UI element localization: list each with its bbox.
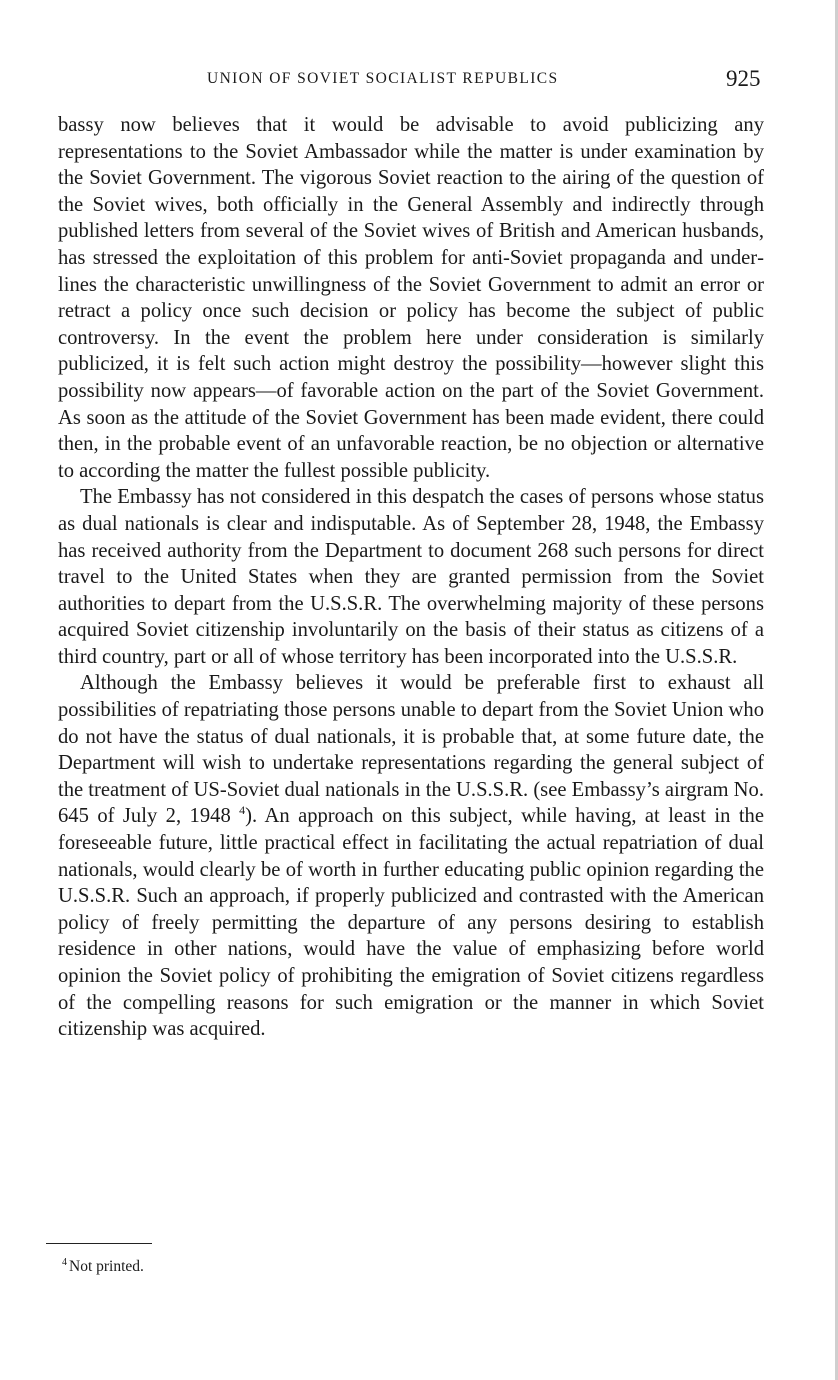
- footnote: [62, 1258, 144, 1276]
- footnote-reference: 4: [239, 803, 246, 818]
- footnote-divider: [46, 1243, 152, 1244]
- footnote-text: Not printed.: [69, 1258, 144, 1275]
- running-head: [0, 66, 838, 96]
- body-text: [58, 112, 764, 1043]
- paragraph-3-text-end: ). An approach on this subject, while having, at least in the foreseeable future, little practical effect in facilitating the actual repatriation of dual nationals, would clearly be of worth in further educating public opinion regarding the U.S.S.R. Such an approach, if properly publicized and contrasted with the American policy of freely permitting the departure of any persons desiring to establish residence in other nations, would have the value of emphasizing before world opinion the Soviet policy of prohibiting the emigration of Soviet citizens regardless of the compelling reasons for such emigration or the manner in which Soviet citizenship was acquired.: [58, 805, 764, 1041]
- footnote-marker: 4: [62, 1256, 67, 1268]
- paragraph-3: [58, 670, 764, 1042]
- paragraph-3-text-start: Although the Embassy believes it would be preferable first to exhaust all possibilities of repatriating those persons unable to depart from the Soviet Union who do not have the status of dual nationals, it is probable that, at some future date, the Department will wish to undertake representations regarding the general subject of the treatment of US-Soviet dual nationals in the U.S.S.R. (see Embassy’s airgram No. 645 of July 2, 1948: [58, 672, 764, 828]
- running-head-title: UNION OF SOVIET SOCIALIST REPUBLICS: [207, 70, 559, 87]
- paragraph-1: bassy now believes that it would be advisable to avoid publicizing any representations to the Soviet Ambassador while the matter is under examination by the Soviet Government. The vigorous Soviet reaction to the airing of the question of the Soviet wives, both officially in the General Assembly and indirectly through published letters from several of the Soviet wives of British and American husbands, has stressed the exploitation of this problem for anti-Soviet propaganda and underlines the characteristic unwillingness of the Soviet Government to admit an error or retract a policy once such decision or policy has become the subject of public controversy. In the event the problem here under consideration is similarly publicized, it is felt such action might destroy the possibility—however slight this possibility now appears—of favorable action on the part of the Soviet Government. As soon as the attitude of the Soviet Government has been made evident, there could then, in the probable event of an unfavorable reaction, be no objection or alternative to according the matter the fullest possible publicity.: [58, 114, 764, 482]
- paragraph-2: The Embassy has not considered in this despatch the cases of persons whose status as dual nationals is clear and indisputable. As of September 28, 1948, the Embassy has received authority from the Department to document 268 such persons for direct travel to the United States when they are granted permission from the Soviet authorities to depart from the U.S.S.R. The overwhelming majority of these persons acquired Soviet citizenship involuntarily on the basis of their status as citizens of a third country, part or all of whose territory has been incorporated into the U.S.S.R.: [58, 486, 764, 668]
- page-number: 925: [726, 66, 761, 91]
